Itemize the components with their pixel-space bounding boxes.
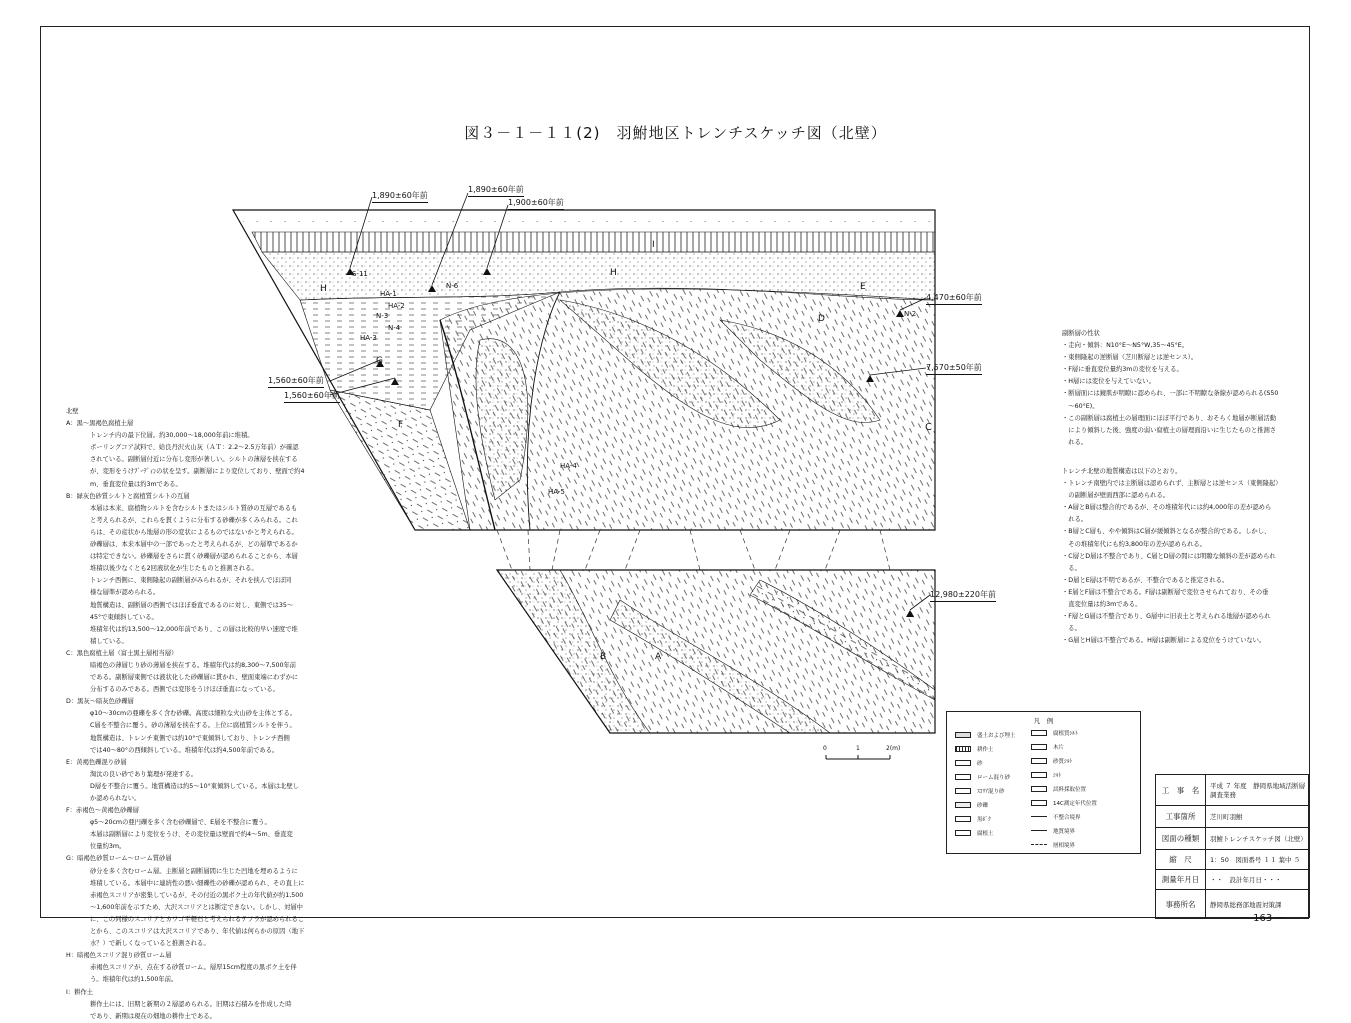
note-line: トレンチ北壁の地質構造は以下のとおり。: [1062, 468, 1182, 475]
legend-label: 黒ﾎﾞｸ: [977, 816, 991, 823]
title-block-key: 測量年月日: [1156, 869, 1206, 889]
legend-swatch: [1031, 800, 1047, 806]
note-line: う。堆積年代は約1,500年前。: [90, 976, 178, 984]
note-line: 位量約3m。: [90, 843, 126, 851]
legend-swatch: [1031, 786, 1047, 792]
note-line: の副断層が壁面西部に認められる。: [1062, 492, 1170, 500]
legend-box: [946, 711, 1141, 854]
title-block-key: 工 事 名: [1156, 775, 1206, 805]
layer-label-d: D: [818, 314, 825, 324]
note-line: 耕作土には、旧期と新期の２層認められる。旧期は石積みを作成した時: [90, 1000, 292, 1008]
note-line: ・トレンチ南壁内では主断層は認められず、主断層とは逆センス（東側隆起）: [1062, 480, 1282, 488]
title-block-value: 1：50 図面番号 １１ 葉中 ５: [1210, 855, 1301, 864]
sample-label: N-6: [446, 282, 459, 290]
note-line: 副断層の性状: [1062, 330, 1100, 337]
note-line: ・F層に垂直変位量約3mの変位を与える。: [1062, 366, 1183, 374]
legend-label: 砂質ｼﾙﾄ: [1053, 758, 1073, 765]
legend-item: [1031, 798, 1097, 807]
title-block-key: 工事箇所: [1156, 805, 1206, 827]
note-line: 堆積年代は約13,500～12,000年前であり、この層は比較的早い速度で堆: [90, 625, 298, 633]
sample-label: HA-1: [380, 290, 397, 298]
legend-label: ローム混り砂: [977, 774, 1011, 781]
legend-swatch: [955, 830, 971, 836]
dating-label: 7,570±50年前: [926, 362, 982, 373]
note-line: D：黒灰～暗灰色砂礫層: [66, 698, 134, 706]
note-line: E：黄褐色礫混り砂層: [66, 758, 127, 766]
sample-label: N-3: [376, 312, 389, 320]
title-block-key: 図面の種類: [1156, 827, 1206, 849]
note-line: 分布するのみである。西側では変形をうけほぼ垂直になっている。: [90, 686, 279, 694]
legend-swatch: [1031, 772, 1047, 778]
note-line: m、垂直変位量は約3mである。: [90, 480, 182, 488]
legend-item: [1031, 784, 1086, 793]
sample-label: S-11: [352, 270, 368, 278]
legend-item: [955, 758, 983, 767]
scale-bar: [826, 755, 890, 759]
note-line: トレンチ内の最下位層。約30,000～18,000年前に堆積。: [90, 432, 254, 440]
upper-wall-panel: [233, 210, 935, 530]
note-line: 赤褐色スコリアが、点在する砂質ローム。層厚15cm程度の黒ボク土を伴: [90, 964, 297, 972]
note-line: 積している。: [90, 637, 128, 645]
note-line: トレンチ西側に、東側隆起の副断層がみられるが、それを挟んでほぼ同: [90, 577, 292, 585]
legend-item: [955, 800, 988, 809]
layer-label-e: E: [860, 282, 866, 292]
note-line: ～1,600年前を示すため、大沢スコリアとは断定できない。しかし、対層中: [90, 903, 303, 911]
note-line: ・E層とF層は不整合である。F層は副断層で変位させられており、その垂: [1062, 588, 1269, 596]
title-block-value: 平成 ７ 年度 静岡県地域活断層調査業務: [1210, 782, 1306, 799]
scale-label: 0: [823, 745, 827, 752]
legend-label: 腐植質ｼﾙﾄ: [1053, 730, 1078, 737]
correlation-lines: [497, 530, 890, 570]
legend-swatch: [955, 788, 971, 794]
legend-swatch: [955, 732, 971, 738]
note-line: D層を不整合に覆う。地質構造は約5～10°東傾斜している。本層は北壁し: [90, 782, 299, 790]
layer-label-g: G: [376, 356, 383, 366]
note-line: C層を不整合に覆う。砂の薄層を挟在する。上位に腐植質シルトを伴う。: [90, 722, 296, 730]
title-block-row: [1156, 775, 1308, 806]
note-line: 暗褐色の薄層じり砂の薄層を挟在する。堆積年代は約8,300～7,500年前: [90, 661, 297, 669]
legend-item: [955, 730, 1016, 739]
legend-item: [955, 772, 1010, 781]
note-line: 地質構造は、トレンチ東側では約10°で東傾斜しており、トレンチ西側: [90, 734, 290, 742]
sample-label: N-2: [904, 310, 917, 318]
note-line: と考えられるが、これらを貫くように分布する砂礫が多くみられる。これ: [90, 516, 298, 524]
note-line: ～60°E)。: [1062, 402, 1099, 410]
note-line: ・東側隆起の逆断層（芝川断層とは逆センス）。: [1062, 354, 1198, 362]
sample-label: HA-5: [548, 488, 565, 496]
legend-label: 腐植土: [977, 830, 994, 837]
note-line: 赤褐色スコリアが密集しているが、その付近の黒ボク土の年代値が約1,500: [90, 891, 304, 899]
note-line: る。: [1062, 625, 1081, 633]
dating-label: 4,470±60年前: [926, 292, 982, 303]
note-line: が、変形をうけﾌﾞｰﾃﾞｨﾝの状を呈す。副断層により変位しており、壁面で約4: [90, 468, 305, 476]
title-block-row: [1156, 849, 1308, 870]
note-line: A：黒～黒褐色腐植土層: [66, 420, 134, 428]
note-line: ・この副断層は腐植土の層理面にほぼ平行であり、おそらく地層が断層活動: [1062, 414, 1277, 422]
legend-label: 地質境界: [1053, 828, 1076, 835]
note-line: ・F層とG層は不整合であり、G層中に旧表土と考えられる地層が認められ: [1062, 613, 1271, 621]
dating-label: 12,980±220年前: [930, 589, 996, 600]
title-block-row: [1156, 827, 1308, 850]
legend-swatch: [1031, 816, 1047, 817]
note-line: 砂分を多く含むローム層。主断層と副断層間に生じた凹地を埋めるように: [90, 867, 298, 875]
note-line: 地質構造は、副断層の西側ではほぼ垂直であるのに対し、東側では35～: [90, 601, 294, 609]
note-line: ・C層とD層は不整合であり、C層とD層の間には明瞭な傾斜の差が認められ: [1062, 552, 1276, 560]
note-line: 45°で東傾斜している。: [90, 613, 158, 621]
note-line: C：黒色腐植土層（富士黒土層相当層）: [66, 649, 178, 657]
legend-label: ｽｺﾘｱ混り砂: [977, 788, 1005, 795]
layer-label-h: H: [610, 268, 617, 278]
note-line: れる。: [1062, 516, 1088, 524]
legend-label: 木片: [1053, 744, 1065, 751]
legend-item: [955, 828, 994, 837]
legend-swatch: [955, 746, 971, 752]
note-line: その堆積年代にも約3,800年の差が認められる。: [1062, 540, 1206, 548]
note-line: ・断層面には鏡肌が明瞭に認められ、一部に不明瞭な条線が認められる(S50: [1062, 390, 1279, 398]
note-line: されている。副断層付近に分布し変形が著しい。シルトの薄層を挟在する: [90, 456, 298, 464]
dating-label: 1,560±60年前: [284, 390, 340, 401]
legend-label: 砂礫: [977, 802, 989, 809]
note-line: H：暗褐色スコリア混り砂質ローム層: [66, 952, 172, 960]
note-line: らは、その産状から地層の形の変状によるものではないかと考えられる。: [90, 528, 298, 536]
note-line: 北壁: [66, 408, 79, 415]
legend-item: [1031, 826, 1075, 835]
note-line: は特定できない。砂礫層をさらに貫く砂礫層が認められることから、本層: [90, 553, 298, 561]
sample-label: N-4: [388, 324, 401, 332]
legend-item: [1031, 742, 1064, 751]
note-line: である。副断層東側では液状化した砂礫層に貫かれ、壁面東端にわずかに: [90, 674, 299, 682]
legend-item: [1031, 812, 1081, 821]
note-line: 様な層準が認められる。: [90, 589, 160, 597]
note-line: ・D層とE層は不明であるが、不整合であると推定される。: [1062, 576, 1229, 584]
lower-wall-panel: [497, 570, 935, 733]
note-line: 本層は本来、腐植物シルトを含むシルトまたはシルト質砂の互層であるも: [90, 504, 298, 512]
legend-label: 砂: [977, 760, 983, 767]
layer-label-c: C: [925, 422, 932, 433]
layer-label-a: A: [655, 652, 662, 662]
note-line: 淘汰の良い砂であり葉理が発達する。: [90, 770, 198, 778]
note-line: I：耕作土: [66, 988, 94, 996]
legend-item: [1031, 728, 1078, 737]
note-line: る。: [1062, 564, 1081, 572]
sample-label: HA-3: [360, 334, 377, 342]
note-line: ボーリングコア試料で、姶良丹沢火山灰（ＡＴ：2.2～2.5万年前）が確認: [90, 444, 299, 452]
figure-title: 図３－１－１１(2) 羽鮒地区トレンチスケッチ図（北壁）: [464, 124, 887, 142]
legend-label: 層相境界: [1053, 842, 1076, 849]
sample-label: HA-2: [388, 302, 405, 310]
layer-label-i: I: [652, 240, 655, 250]
note-line: ・G層とH層は不整合である。H層は副断層による変位をうけていない。: [1062, 637, 1266, 645]
legend-item: [955, 744, 994, 753]
note-line: 堆積している。本層中に連続性の悪い細礫性の砂礫が認められ、その直上に: [90, 879, 305, 887]
dating-label: 1,890±60年前: [468, 184, 524, 195]
legend-swatch: [1031, 744, 1047, 750]
legend-swatch: [955, 802, 971, 808]
note-line: 直変位量は約3mである。: [1062, 601, 1142, 609]
legend-title: 凡 例: [1033, 717, 1054, 725]
structure-notes: [1062, 466, 1282, 647]
sample-label: HA-4: [560, 462, 577, 470]
title-block-value: 静岡県総務部地震対策課: [1210, 900, 1282, 909]
legend-swatch: [955, 774, 971, 780]
legend-label: ｼﾙﾄ: [1053, 772, 1062, 779]
legend-label: 14C測定年代位置: [1053, 800, 1097, 807]
note-line: か認められない。: [90, 795, 141, 802]
legend-item: [1031, 756, 1072, 765]
note-line: れる。: [1062, 438, 1088, 446]
legend-swatch: [955, 760, 971, 766]
note-line: により傾斜した後、強度の弱い腐植土の層理面沿いに生じたものと推測さ: [1062, 426, 1277, 434]
legend-swatch: [1031, 758, 1047, 764]
legend-swatch: [1031, 844, 1047, 845]
note-line: 砂礫層は、本来本層中の一部であったと考えられるが、どの層準であるか: [90, 541, 298, 549]
title-block-value: 羽鮒トレンチスケッチ図（北壁）: [1210, 834, 1307, 843]
note-line: F：赤褐色～黄褐色砂礫層: [66, 807, 139, 815]
legend-item: [1031, 770, 1061, 779]
note-line: ・H層には変位を与えていない。: [1062, 378, 1155, 386]
subfault-notes: [1062, 328, 1278, 449]
note-line: φ5～20cmの亜円礫を多く含む砂礫層で、E層を不整合に覆う。: [90, 819, 271, 827]
layer-label-f: F: [398, 420, 404, 430]
note-line: であり、新期は現在の畑地の耕作土である。: [90, 1012, 216, 1020]
title-block-value: ・・ 設計年月日・・・: [1210, 875, 1282, 884]
legend-label: 盛土および埋土: [977, 732, 1016, 739]
note-line: G：暗褐色砂質ローム～ローム質砂層: [66, 855, 172, 863]
legend-item: [1031, 840, 1075, 849]
legend-item: [955, 814, 991, 823]
legend-swatch: [1031, 730, 1047, 736]
scale-label: 2(m): [886, 745, 901, 752]
note-line: ・走向・傾斜：N10°E～N5°W,35～45°E。: [1062, 342, 1189, 350]
title-block-key: 縮 尺: [1156, 849, 1206, 869]
note-line: B：緑灰色砂質シルトと腐植質シルトの互層: [66, 492, 190, 500]
dating-label: 1,900±60年前: [508, 197, 564, 208]
title-block: [1155, 774, 1309, 919]
note-line: ・B層とC層も、やや傾斜はC層が緩傾斜となるが整合的である。しかし、: [1062, 528, 1271, 536]
layer-label-b: B: [600, 652, 607, 662]
legend-swatch: [955, 816, 971, 822]
note-line: 水？）で新しくなっていると推測される。: [90, 940, 210, 948]
legend-item: [955, 786, 1005, 795]
page-number: － 163 －: [1240, 913, 1286, 924]
legend-label: 不整合境界: [1053, 814, 1081, 821]
title-block-row: [1156, 805, 1308, 828]
north-wall-notes: [66, 406, 304, 1023]
legend-label: 試料採取位置: [1053, 786, 1087, 793]
layer-label-h2: H: [320, 284, 327, 294]
title-block-row: [1156, 869, 1308, 890]
legend-label: 耕作土: [977, 746, 994, 753]
legend-swatch: [1031, 830, 1047, 831]
note-line: φ10～30cmの亜礫を多く含む砂礫。高度は細粒な火山砂を主体とする。: [90, 710, 297, 718]
title-block-value: 芝川町羽鮒: [1210, 812, 1243, 821]
dating-label: 1,560±60年前: [268, 375, 324, 386]
note-line: 本層は副断層により変位をうけ、その変位量は壁面で約4～5m、垂直変: [90, 831, 293, 839]
note-line: では40～80°の西傾斜している。堆積年代は約4,500年前である。: [90, 746, 279, 754]
title-block-key: 事務所名: [1156, 889, 1206, 919]
scale-label: 1: [856, 745, 860, 752]
dating-label: 1,890±60年前: [372, 190, 428, 201]
note-line: とから、このスコリアは大沢スコリアであり、年代値は何らかの原因（地下: [90, 928, 305, 936]
note-line: ・A層とB層は整合的であるが、その堆積年代には約4,000年の差が認めら: [1062, 504, 1272, 512]
note-line: 堆積以後少なくとも2回液状化が生じたものと推測される。: [90, 565, 258, 573]
note-line: に、この同様のスコリアとカワゴ平軽石と考えられるテフラが認められるこ: [90, 915, 305, 923]
